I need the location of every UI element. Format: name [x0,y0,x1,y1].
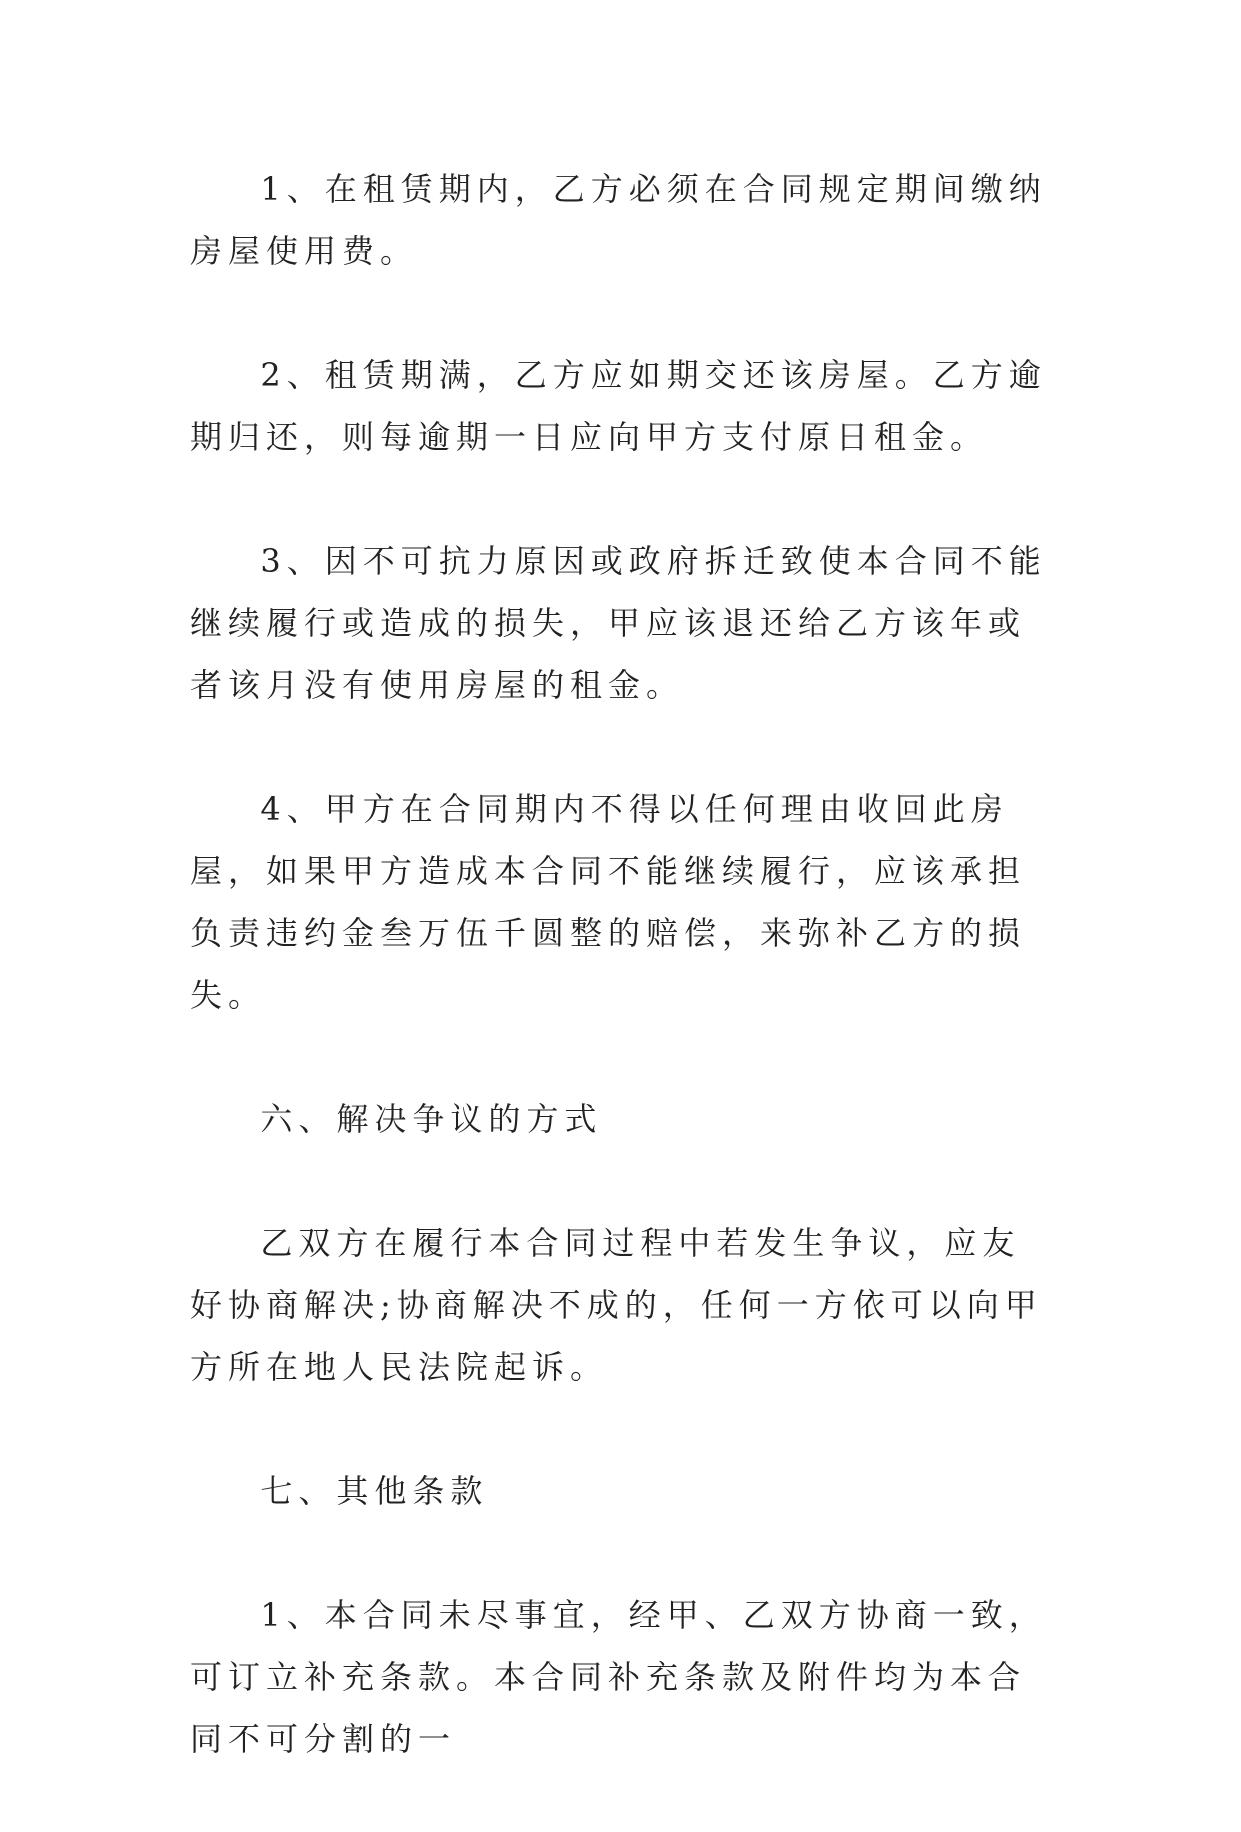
clause-force-majeure: 3、因不可抗力原因或政府拆迁致使本合同不能继续履行或造成的损失，甲应该退还给乙方该年或者该月没有使用房屋的租金。 [190,542,1047,704]
document-body [190,158,1050,1832]
clause-rent-payment: 1、在租赁期内，乙方必须在合同规定期间缴纳房屋使用费。 [190,170,1047,270]
clause-lease-expiry: 2、租赁期满，乙方应如期交还该房屋。乙方逾期归还，则每逾期一日应向甲方支付原日租金。 [190,356,1047,456]
clause-supplementary-terms: 1、本合同未尽事宜，经甲、乙双方协商一致，可订立补充条款。本合同补充条款及附件均为本合同不可分割的一 [190,1596,1047,1758]
clause-landlord-breach: 4、甲方在合同期内不得以任何理由收回此房屋，如果甲方造成本合同不能继续履行，应该承担负责违约金叁万伍千圆整的赔偿，来弥补乙方的损失。 [190,790,1027,1014]
clause-dispute-resolution: 乙双方在履行本合同过程中若发生争议，应友好协商解决;协商解决不成的，任何一方依可以向甲方所在地人民法院起诉。 [190,1224,1043,1386]
section-heading-dispute-resolution: 六、解决争议的方式 [260,1100,603,1138]
section-heading-other-terms: 七、其他条款 [260,1472,489,1510]
